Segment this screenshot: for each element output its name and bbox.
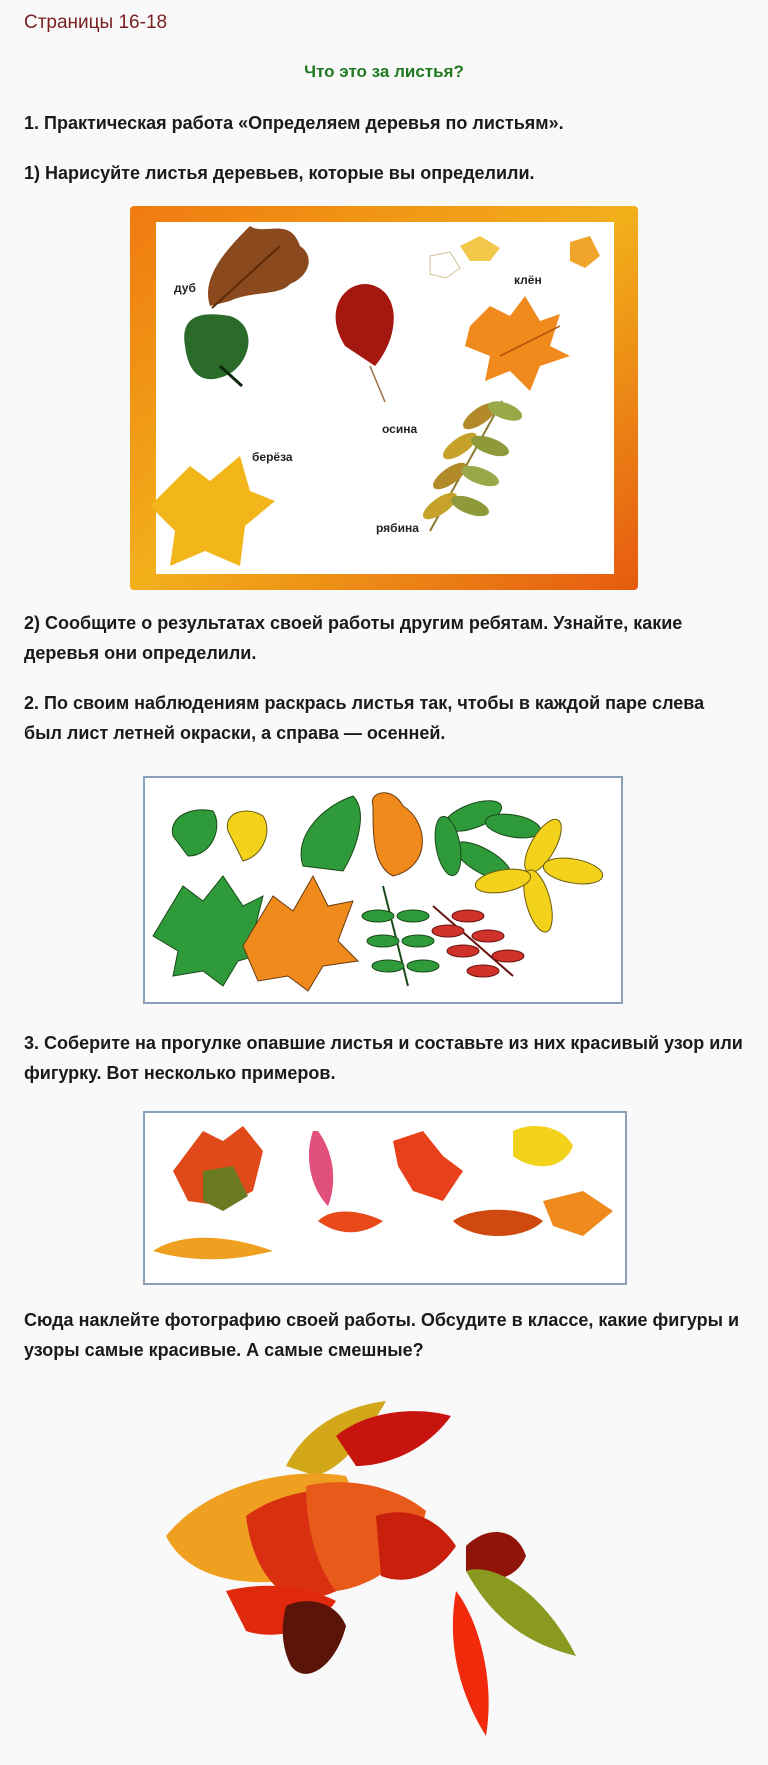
oak-label: дуб <box>174 281 196 295</box>
birch-label: берёза <box>252 450 293 464</box>
task1-sub1: 1) Нарисуйте листья деревьев, которые вы определили. <box>24 163 535 183</box>
photo-note: Сюда наклейте фотографию своей работы. Обсудите в классе, какие фигуры и узоры самые красивые. А самые смешные? <box>24 1310 740 1360</box>
task1-heading: 1. Практическая работа «Определяем деревья по листьям». <box>24 113 564 133</box>
task1-sub2: 2) Сообщите о результатах своей работы другим ребятам. Узнайте, какие деревья они определили. <box>24 613 683 663</box>
page-range-label: Страницы 16-18 <box>24 12 168 33</box>
task2-text: 2. По своим наблюдениям раскрась листья так, чтобы в каждой паре слева был лист летней окраски, а справа — осенней. <box>24 693 705 743</box>
aspen-label: осина <box>382 422 418 436</box>
maple-label: клён <box>514 273 542 287</box>
page-title: Что это за листья? <box>304 62 464 81</box>
leaf-fish-figure <box>166 1396 616 1756</box>
leaf-pairs-figure <box>143 776 623 1004</box>
leaves-identification-figure <box>130 206 638 590</box>
task3-text: 3. Соберите на прогулке опавшие листья и составьте из них красивый узор или фигурку. Вот несколько примеров. <box>24 1033 743 1083</box>
rowan-label: рябина <box>376 521 419 535</box>
leaf-patterns-figure <box>143 1111 627 1285</box>
